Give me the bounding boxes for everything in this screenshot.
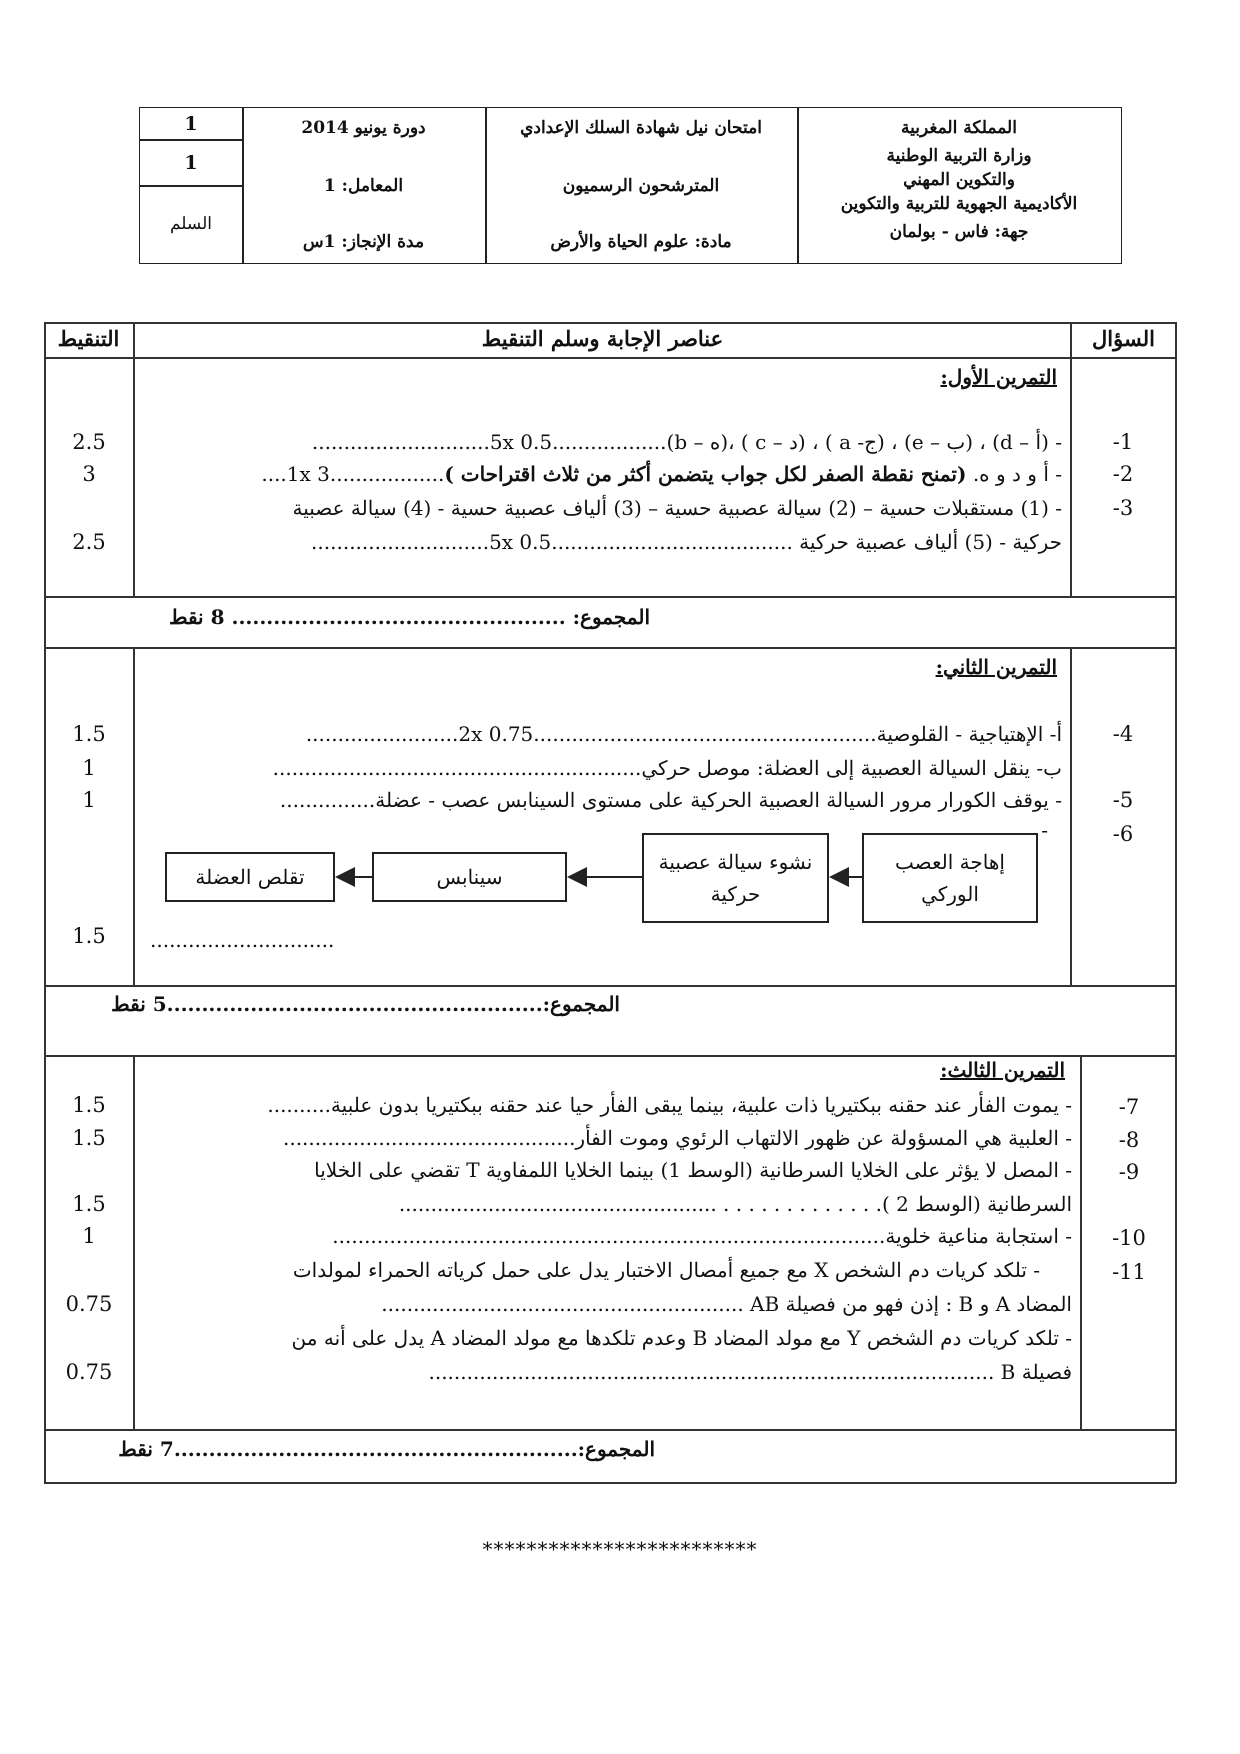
question-number: -5 (1112, 788, 1134, 812)
footer-stars: ************************* (482, 1537, 758, 1561)
question-number: -6 (1112, 822, 1134, 846)
answer-line: السرطانية (الوسط 2 ). . . . . . . . . . . . . .................................................. (398, 1192, 1072, 1216)
flow-box: تقلص العضلة (165, 852, 335, 902)
answer-line: - العلبية هي المسؤولة عن ظهور الالتهاب الرئوي وموت الفأر.............................................. (282, 1126, 1072, 1150)
flow-box: إهاجة العصب الوركي (862, 833, 1038, 923)
answer-line: - (1) مستقبلات حسية – (2) سيالة عصبية حسية – (3) ألياف عصبية حسية - (4) سيالة عصبية (292, 496, 1062, 520)
points: 1.5 (72, 722, 106, 746)
points: 1.5 (72, 1126, 106, 1150)
subject: مادة: علوم الحياة والأرض (550, 232, 732, 252)
answer-line: حركية - (5) ألياف عصبية حركية ......................................5x 0.5............................ (311, 530, 1062, 554)
answer-line: - تلكد كريات دم الشخص Y مع مولد المضاد B وعدم تلكدها مع مولد المضاد A يدل على أنه من (291, 1326, 1072, 1350)
flow-box: سينابس (372, 852, 567, 902)
answer-line: فصيلة B ......................................................................................... (428, 1360, 1072, 1384)
points: 0.75 (65, 1360, 113, 1384)
points: 1 (82, 756, 96, 780)
answer-line: - (أ – d) ، (ب – e) ، (ج- a ) ، (د – c ) ،(ه – b)..................5x 0.5............................ (311, 430, 1062, 454)
answer-dots: ............................. (150, 928, 335, 952)
answer-line: - يموت الفأر عند حقنه ببكتيريا ذات علبية، بينما يبقى الفأر حيا عند حقنه ببكتيريا بدون علبية.......... (267, 1093, 1072, 1117)
question-number: -2 (1112, 462, 1134, 486)
ministry-line-2: والتكوين المهني (903, 170, 1015, 190)
answer-dash: - (1041, 818, 1048, 842)
academy: الأكاديمية الجهوية للتربية والتكوين (840, 194, 1078, 214)
exercise-2-total: المجموع:......................................................5 نقط (111, 992, 620, 1016)
points: 1.5 (72, 924, 106, 948)
candidates: المترشحون الرسميون (562, 176, 720, 196)
answer-line: - يوقف الكورار مرور السيالة العصبية الحركية على مستوى السينابس عصب - عضلة............... (279, 788, 1062, 812)
answer-line: أ- الإهتياجية - القلوصية......................................................2x 0.75........................ (305, 722, 1062, 746)
scale-label: السلم (169, 214, 212, 234)
points: 2.5 (72, 530, 106, 554)
session: دورة يونيو 2014 (301, 118, 426, 138)
exercise-1-title: التمرين الأول: (940, 365, 1057, 389)
points: 3 (82, 462, 96, 486)
points: 2.5 (72, 430, 106, 454)
question-number: -9 (1118, 1160, 1140, 1184)
question-number: -1 (1112, 430, 1134, 454)
question-number: -8 (1118, 1128, 1140, 1152)
flow-box: نشوء سيالة عصبية حركية (642, 833, 829, 923)
points: 1 (82, 1224, 96, 1248)
ministry-line-1: وزارة التربية الوطنية (886, 146, 1032, 166)
column-grading: التنقيط (57, 326, 120, 351)
question-number: -4 (1112, 722, 1134, 746)
exercise-2-title: التمرين الثاني: (935, 655, 1057, 679)
exercise-3-title: التمرين الثالث: (940, 1058, 1065, 1082)
question-number: -11 (1112, 1260, 1146, 1284)
coefficient: المعامل: 1 (323, 176, 404, 196)
exam-title: امتحان نيل شهادة السلك الإعدادي (520, 118, 762, 138)
answer-line: - أ و د و ه. (تمنح نقطة الصفر لكل جواب يتضمن أكثر من ثلاث اقتراحات )..................1x 3.... (261, 462, 1062, 486)
column-question: السؤال (1092, 326, 1155, 351)
question-number: -3 (1112, 496, 1134, 520)
region: جهة: فاس - بولمان (889, 222, 1029, 242)
duration: مدة الإنجاز: 1س (302, 232, 425, 252)
page-total: 1 (184, 152, 198, 174)
points: 1.5 (72, 1093, 106, 1117)
points: 1.5 (72, 1192, 106, 1216)
points: 0.75 (65, 1292, 113, 1316)
column-answer-elements: عناصر الإجابة وسلم التنقيط (481, 326, 724, 351)
points: 1 (82, 788, 96, 812)
question-number: -10 (1112, 1226, 1146, 1250)
answer-line: ب- ينقل السيالة العصبية إلى العضلة: موصل حركي.......................................................... (272, 756, 1062, 780)
exercise-3-total: المجموع:..........................................................7 نقط (118, 1437, 655, 1461)
answer-line: - استجابة مناعية خلوية....................................................................................... (332, 1224, 1072, 1248)
answer-line: المضاد A و B : إذن فهو من فصيلة AB ......................................................... (381, 1292, 1072, 1316)
kingdom: المملكة المغربية (901, 118, 1017, 138)
question-number: -7 (1118, 1095, 1140, 1119)
exercise-1-total: المجموع: ................................................ 8 نقط (168, 605, 650, 629)
answer-line: - المصل لا يؤثر على الخلايا السرطانية (الوسط 1) بينما الخلايا اللمفاوية T تقضي على الخلايا (314, 1158, 1072, 1182)
page-number: 1 (184, 113, 198, 135)
answer-line: - تلكد كريات دم الشخص X مع جميع أمصال الاختبار يدل على حمل كرياته الحمراء لمولدات (292, 1258, 1040, 1282)
